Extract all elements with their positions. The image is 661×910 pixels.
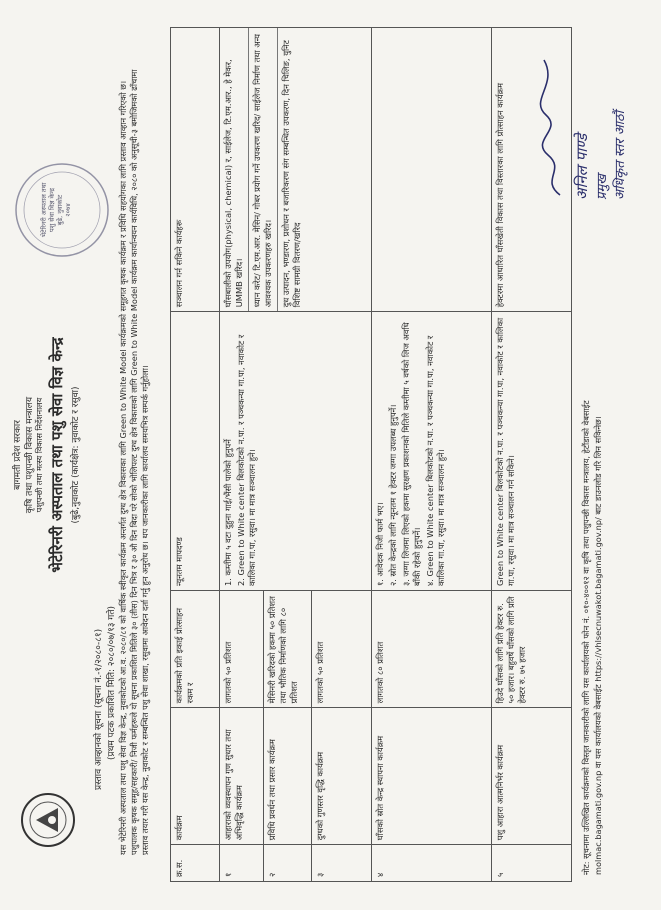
header-line1: बागमती प्रदेश सरकार bbox=[13, 420, 23, 490]
row-grant: लागतको ५० प्रतिशत bbox=[220, 591, 264, 708]
notice-title: प्रस्ताव आव्हानको सूचना (सूचना नं.-१/२०८०-८१) bbox=[94, 628, 104, 790]
note-line2: molmac.bagamati.gov.np वा यस कार्यालयको वेबसाईट https://vhlsecnuwakot.bagamati.gov.np/ बाट डाउनलोड गरि लिन सकिनेछ। bbox=[593, 416, 603, 875]
activity-item: ध्यान करेट/ टि.एम.आर. मेसिन/ गोबर प्रयोग गर्ने उपकरण खरिद/ साईलेज निर्माण तथा अन्य आवश्यक उपकरणहरु खरिद। bbox=[248, 28, 274, 311]
row-program: प्रविधि प्रवर्धन तथा प्रसार कार्यक्रम bbox=[264, 708, 312, 845]
signature-scribble bbox=[538, 50, 568, 200]
seal-line2: पशु सेवा विज्ञ केन्द्र bbox=[48, 188, 56, 232]
header-criteria: न्यूनतम मापदण्ड bbox=[171, 312, 220, 591]
row-activities bbox=[220, 28, 372, 312]
signatory-grade: अधिकृत स्तर आठौं bbox=[613, 111, 628, 200]
criteria-item: 1. कम्तीमा ५ वटा दुहुना गाई/भैंसी पालेको हुनुपर्ने bbox=[223, 439, 233, 587]
row-activities bbox=[372, 28, 492, 312]
activity-item: हेक्टरमा आधारित घाँसखेती विकास तथा विस्तारका लागि प्रोत्साहन कार्यक्रम bbox=[495, 83, 505, 308]
row-grant: लागतको ५० प्रतिशत bbox=[312, 591, 372, 708]
header-activities: सञ्चालन गर्न सकिने कार्यहरू bbox=[171, 28, 220, 312]
row-program: पशु आहारा आत्मनिर्भर कार्यक्रम bbox=[492, 708, 572, 845]
header-line3: पशुपन्छी तथा मत्स्य विकास निर्देशनालय bbox=[35, 397, 44, 513]
row-program: घाँसको स्रोत केन्द्र स्थापना कार्यक्रम bbox=[372, 708, 492, 845]
note-line1: नोट: सूचनामा उल्लिखित कार्यक्रमको विस्तृत जानकारीको लागि यस कार्यालयको फोन नं. ०१०-४००१२ वा कृषि तथा पशुपन्छी विकास मन्त्रालय, हेटौंडाको वेबसाईट bbox=[581, 400, 591, 875]
criteria-item: 2. Green to White center बिलकोटको न.पा. र पञ्चकन्या गा.पा, नवाकोट र कालिका गा.पा, रसुवा। मा मात्र सञ्चालन हुने। bbox=[236, 334, 257, 587]
signatory-name: अनिल पाण्डे bbox=[573, 133, 591, 200]
seal-line4: २०७४ bbox=[64, 203, 72, 217]
criteria-item: Green to White center बिलकोटको न.पा. र पञ्चकन्या गा.पा, नवाकोट र कालिका गा.पा, रसुवा। मा मात्र सञ्चालन गर्न सकिने। bbox=[495, 317, 516, 587]
header-program: कार्यक्रम bbox=[171, 708, 220, 845]
row-program: आहाराको व्यवस्थापन गुण सुधार तथा अभिवृद्धि कार्यक्रम bbox=[220, 708, 264, 845]
program-table bbox=[170, 27, 572, 882]
criteria-item: ४. Green to White center बिलकोटको न.पा. र पञ्चकन्या गा.पा, नवाकोट र कालिका गा.पा, रसुवा। मा मात्र सञ्चालन हुने। bbox=[425, 335, 446, 587]
criteria-item: ३. जग्गा लिजमा लिएको हकमा सुरक्षण प्रकाशनको मितिले कम्तीमा ५ वर्षको लिज अवधि बाँकी रहेको हुनुपर्ने। bbox=[401, 322, 422, 587]
row-grant: हिउदे घाँसको लागि प्रति हेक्टर रु. ५० हजार। बहुवर्षे घाँसको लागि प्रति हेक्टर रु. ७५ हजार bbox=[492, 591, 572, 708]
signatory-role: प्रमुख bbox=[595, 174, 610, 200]
table-row bbox=[220, 28, 264, 882]
signature-block bbox=[538, 40, 628, 200]
activity-item: घाँसबालीको उपयोग(physical, chemical) र, साईलेज, टि.एम.आर., हे मेकर, UMMB खरिद। bbox=[223, 59, 244, 308]
seal-line3: बुढे, नुवाकोट bbox=[56, 194, 64, 226]
row-criteria bbox=[220, 312, 372, 591]
office-title: भेटेरिनरी अस्पताल तथा पशु सेवा विज्ञ केन्द्र bbox=[48, 337, 66, 573]
office-address: (बुढे,नुवाकोट (कार्यक्षेत्र: नुवाकोट र रसुवा) bbox=[71, 386, 81, 524]
row-sn: २ bbox=[264, 845, 312, 882]
row-sn: ४ bbox=[372, 845, 492, 882]
row-grant: मेसिनरी खरिदको हकमा ५० प्रतिशत तथा भौतिक निर्माणको लागि ८० प्रतिशत bbox=[264, 591, 312, 708]
header-sn: क्र.स. bbox=[171, 845, 220, 882]
row-criteria bbox=[372, 312, 492, 591]
row-sn: ५ bbox=[492, 845, 572, 882]
publish-date: (प्रथम पटक प्रकाशित मिति: २०८०/०७/१३ गते) bbox=[107, 606, 117, 760]
footer-note bbox=[580, 175, 604, 875]
notice-intro: यस भेटेरिनरी अस्पताल तथा पशु सेवा विज्ञ केन्द्र, नुवाकोटको आ.व. २०८०/८१ को वार्षिक स्वीकृत कार्यक्रम अन्तर्गत दुग्ध क्षेत्र विकासका लागि Green to White Model कार्यक्रमको समूहगत कृषक कार्यक्रम र प्रविधि सहयोगका लागि प्रस्ताव आव्हान गरिएको छ। पशुपालक कृषक समूह/सहकारी/ निजी फर्महरूले यो सूचना प्रकाशित मितिले ३० (तीस) दिन भित्र र ३० औ दिन बिदा परे सोको भोलिपल्ट दुग्ध क्षेत्र विकासको लागि Green to White Model कार्यक्रम कार्यान्वयन कार्यविधि, २०८० को अनुसूची-३ बमोजिमको ढाँचामा प्रस्ताव तयार गरी यस केन्द्र, नुवाकोट र सम्बन्धित पशु सेवा शाखा, रसुवामा आवेदन दर्ता गर्नु हुन अनुरोध छ। थप जानकारीका लागि कार्यालय समयभित्र सम्पर्क गर्नुहोला। bbox=[118, 69, 150, 855]
table-row bbox=[372, 28, 492, 882]
activity-item: दुध उत्पादन, भण्डारण, प्रशोधन र बजारिकरण संग सम्बन्धित उपकरण, दिन चिलिङ, युनिट विशिष्ट सामग्री वितरण/खरिद bbox=[277, 28, 303, 311]
seal-line1: भेटेरिनरी अस्पताल तथा bbox=[40, 182, 48, 238]
row-sn: ३ bbox=[312, 845, 372, 882]
criteria-item: १. आवेदक निजी फार्म भए। bbox=[375, 502, 385, 587]
table-header-row bbox=[171, 28, 220, 882]
header-line2: कृषि तथा पशुपन्छी विकास मन्त्रालय bbox=[25, 396, 35, 514]
criteria-item: २. स्रोत केन्द्रको लागि न्यूनतम १ हेक्टर जग्गा उपलब्ध हुनुपर्ने। bbox=[388, 404, 398, 587]
row-criteria bbox=[492, 312, 572, 591]
header-grant: कार्यक्रमको प्रति इकाई प्रोत्साहन रकम र bbox=[171, 591, 220, 708]
row-sn: १ bbox=[220, 845, 264, 882]
row-grant: लागतको ८० प्रतिशत bbox=[372, 591, 492, 708]
row-program: दुग्धको गुणस्तर वृद्धि कार्यक्रम bbox=[312, 708, 372, 845]
